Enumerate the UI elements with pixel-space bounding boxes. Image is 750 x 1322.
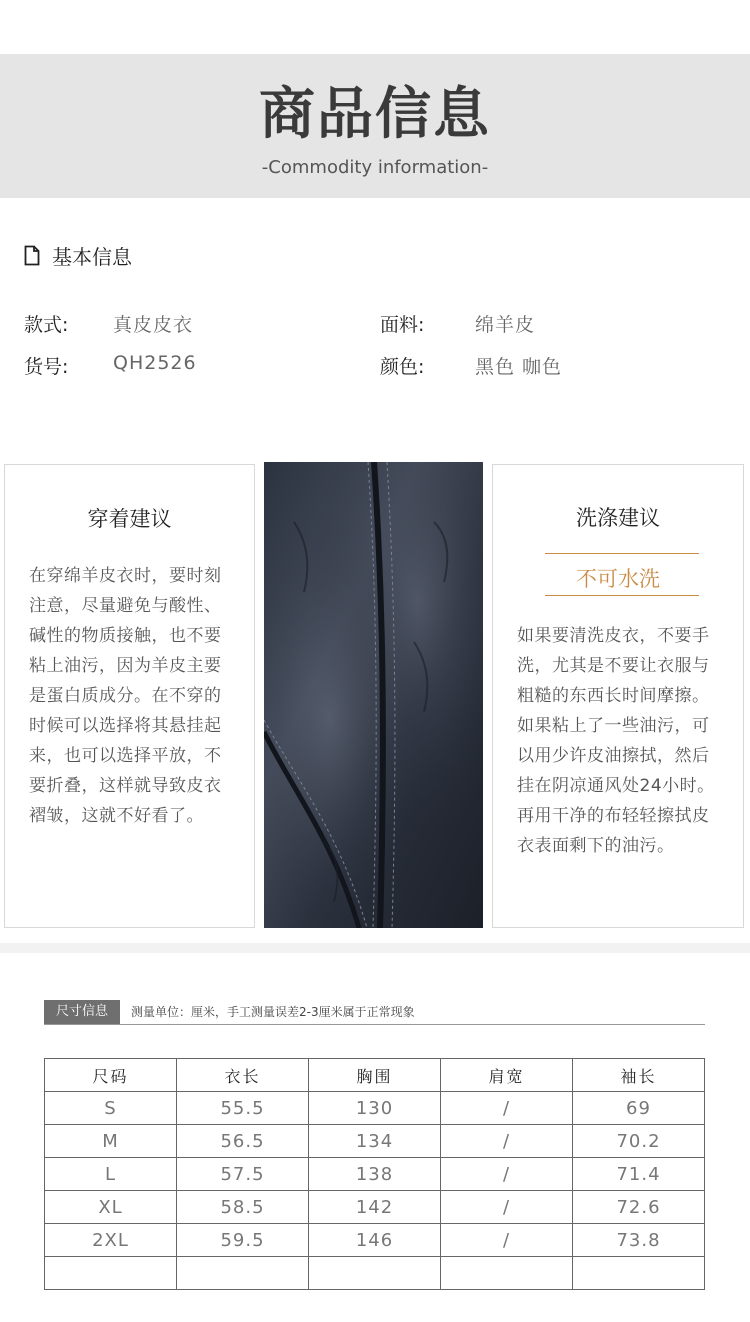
item-no-value: QH2526 (113, 352, 197, 374)
table-row (45, 1191, 705, 1224)
cell: 142 (309, 1191, 441, 1224)
size-header-rule (44, 1024, 705, 1025)
cell: M (45, 1125, 177, 1158)
item-no-label: 货号: (24, 356, 69, 378)
color-value: 黑色 咖色 (475, 356, 563, 378)
material-label: 面料: (380, 314, 425, 336)
style-value: 真皮皮衣 (113, 314, 194, 336)
header-shoulder: 肩宽 (441, 1059, 573, 1092)
text-line: 碱性的物质接触，也不要 (29, 626, 222, 646)
text-line: 粘上油污，因为羊皮主要 (29, 656, 222, 676)
material-value: 绵羊皮 (475, 314, 536, 336)
text-line: 如果粘上了一些油污，可 (517, 716, 710, 736)
cell: / (441, 1224, 573, 1257)
text-line: 再用干净的布轻轻擦拭皮 (517, 806, 710, 826)
table-row (45, 1257, 705, 1290)
cell: 59.5 (177, 1224, 309, 1257)
cell: 57.5 (177, 1158, 309, 1191)
header-size: 尺码 (45, 1059, 177, 1092)
page-title: 商品信息 (259, 82, 491, 147)
wear-advice-text (29, 561, 244, 831)
header-chest: 胸围 (309, 1059, 441, 1092)
text-line: 挂在阴凉通风处24小时。 (517, 776, 715, 796)
table-row (45, 1158, 705, 1191)
cell (573, 1257, 705, 1290)
warning-bottom-rule (545, 595, 699, 596)
cell: 146 (309, 1224, 441, 1257)
basic-info-label: 基本信息 (52, 244, 132, 269)
document-icon (24, 245, 40, 266)
text-line: 时候可以选择将其悬挂起 (29, 716, 222, 736)
cell: 138 (309, 1158, 441, 1191)
no-water-wash-warning: 不可水洗 (576, 567, 660, 591)
leather-photo (264, 462, 483, 928)
cell: 69 (573, 1092, 705, 1125)
cell: / (441, 1092, 573, 1125)
cell: 73.8 (573, 1224, 705, 1257)
text-line: 粗糙的东西长时间摩擦。 (517, 686, 710, 706)
color-label: 颜色: (380, 356, 425, 378)
text-line: 以用少许皮油擦拭，然后 (517, 746, 710, 766)
cell (309, 1257, 441, 1290)
cell: L (45, 1158, 177, 1191)
wear-advice-title: 穿着建议 (87, 507, 172, 531)
style-label: 款式: (24, 314, 69, 336)
cell: / (441, 1158, 573, 1191)
wash-advice-box (492, 464, 744, 928)
cell: 56.5 (177, 1125, 309, 1158)
cell: 55.5 (177, 1092, 309, 1125)
cell: 71.4 (573, 1158, 705, 1191)
cell: 58.5 (177, 1191, 309, 1224)
table-row (45, 1125, 705, 1158)
table-row (45, 1224, 705, 1257)
wear-advice-box (4, 464, 255, 928)
cell: / (441, 1125, 573, 1158)
cell: 130 (309, 1092, 441, 1125)
wash-advice-text (517, 621, 732, 861)
cell: 134 (309, 1125, 441, 1158)
header-banner (0, 54, 750, 198)
text-line: 洗，尤其是不要让衣服与 (517, 656, 710, 676)
header-length: 衣长 (177, 1059, 309, 1092)
cell: S (45, 1092, 177, 1125)
text-line: 在穿绵羊皮衣时，要时刻 (29, 566, 222, 586)
cell (441, 1257, 573, 1290)
text-line: 如果要清洗皮衣，不要手 (517, 626, 710, 646)
cell: 72.6 (573, 1191, 705, 1224)
text-line: 衣表面剩下的油污。 (517, 836, 675, 856)
section-divider (0, 943, 750, 953)
text-line: 注意，尽量避免与酸性、 (29, 596, 222, 616)
text-line: 褶皱，这就不好看了。 (29, 806, 204, 826)
text-line: 来，也可以选择平放，不 (29, 746, 222, 766)
size-table (44, 1058, 705, 1290)
cell (45, 1257, 177, 1290)
warning-top-rule (545, 553, 699, 554)
table-header-row (45, 1059, 705, 1092)
text-line: 要折叠，这样就导致皮衣 (29, 776, 222, 796)
text-line: 是蛋白质成分。在不穿的 (29, 686, 222, 706)
cell: XL (45, 1191, 177, 1224)
cell (177, 1257, 309, 1290)
size-measure-note: 测量单位：厘米，手工测量误差2-3厘米属于正常现象 (131, 1005, 415, 1019)
cell: / (441, 1191, 573, 1224)
cell: 70.2 (573, 1125, 705, 1158)
header-sleeve: 袖长 (573, 1059, 705, 1092)
cell: 2XL (45, 1224, 177, 1257)
size-info-tag: 尺寸信息 (44, 1000, 120, 1024)
table-row (45, 1092, 705, 1125)
wash-advice-title: 洗涤建议 (576, 506, 660, 530)
basic-info-heading (24, 242, 132, 268)
page-subtitle: -Commodity information- (261, 157, 489, 178)
